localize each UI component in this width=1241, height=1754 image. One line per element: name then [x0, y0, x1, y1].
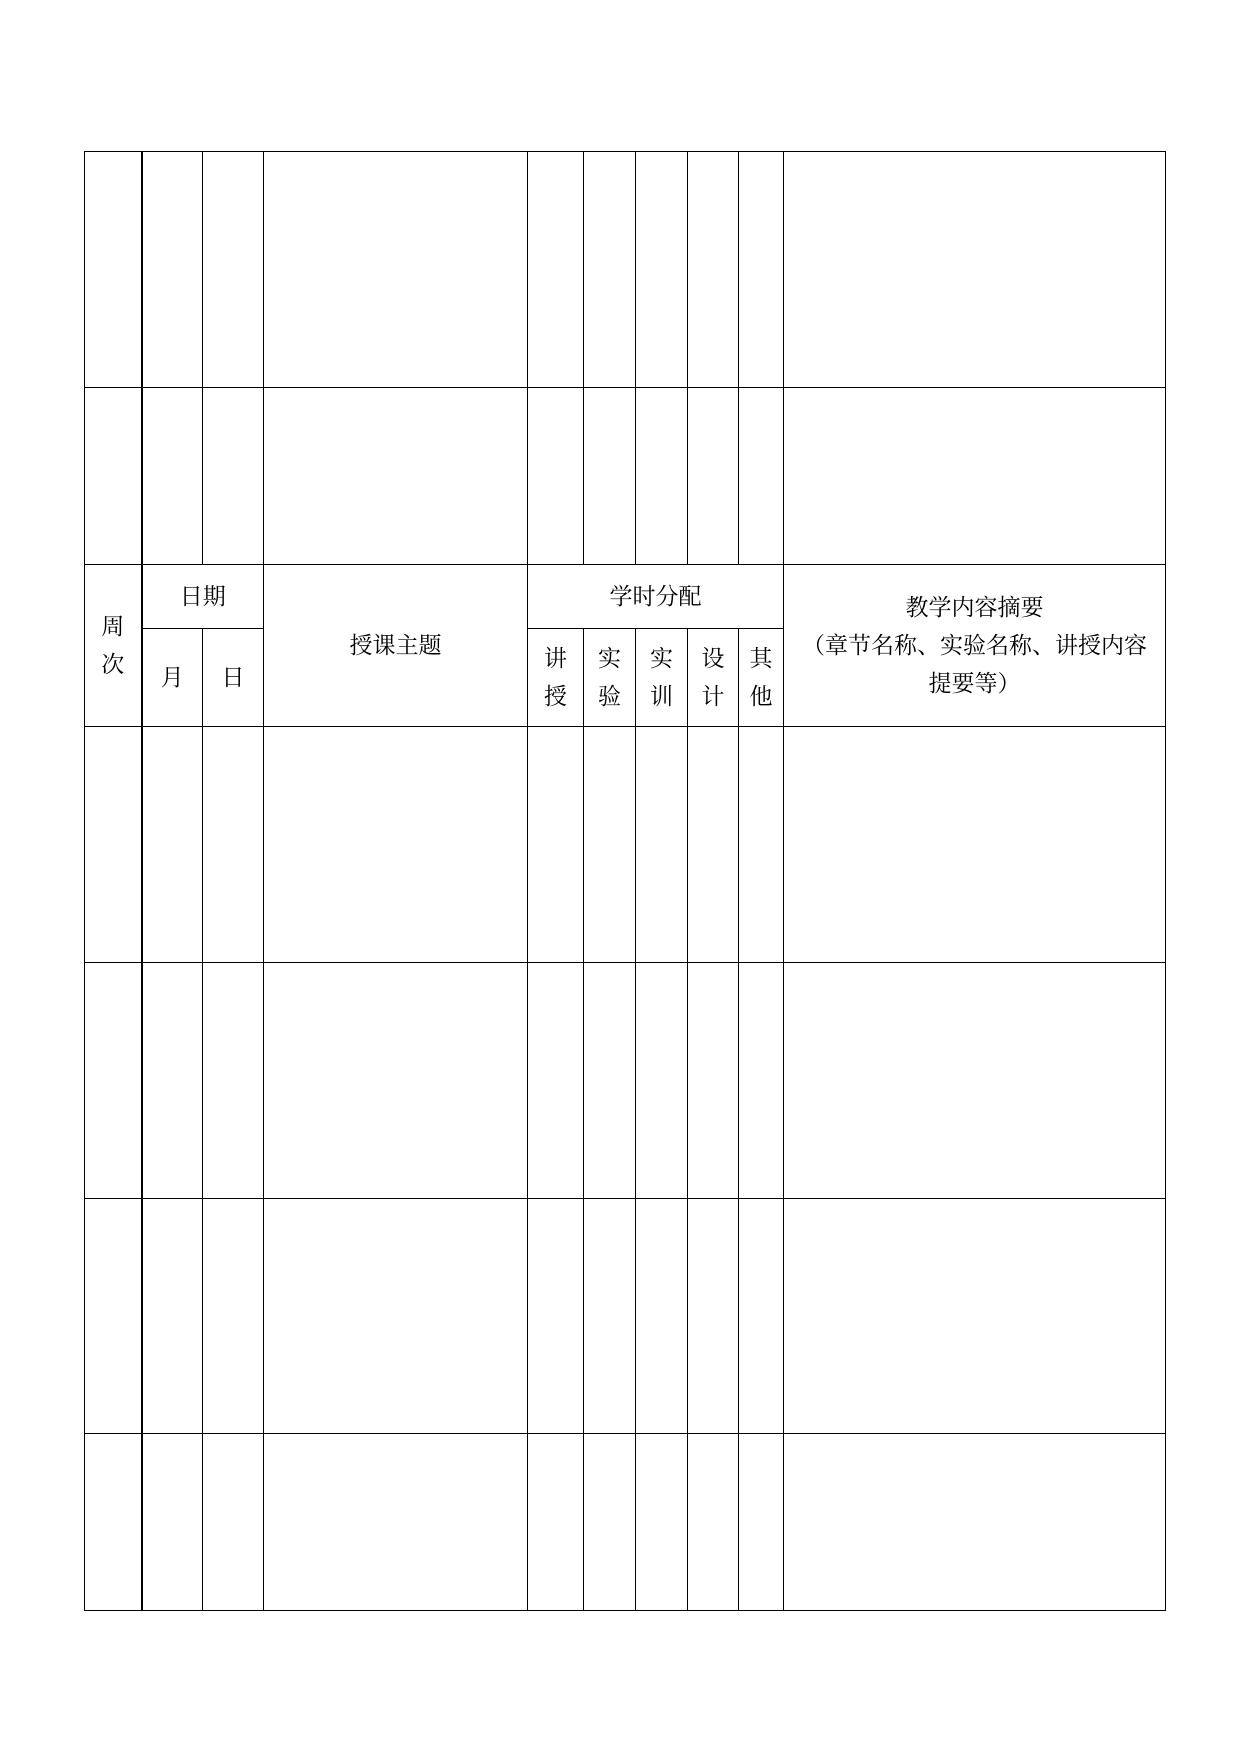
hours-practice-label: 实训 — [650, 645, 673, 710]
table-row — [85, 152, 1166, 388]
hours-lecture-cell — [528, 1199, 584, 1434]
topic-header: 授课主题 — [264, 565, 528, 727]
month-cell — [142, 1434, 203, 1611]
hours-practice-cell — [636, 152, 688, 388]
hours-design-cell — [688, 152, 739, 388]
summary-cell — [784, 1434, 1166, 1611]
hours-other-cell — [739, 388, 784, 565]
month-header: 月 — [142, 629, 203, 727]
week-cell — [85, 152, 142, 388]
hours-design-cell — [688, 388, 739, 565]
hours-experiment-cell — [584, 1199, 636, 1434]
month-cell — [142, 388, 203, 565]
day-cell — [203, 963, 264, 1199]
hours-lecture-cell — [528, 727, 584, 963]
week-cell — [85, 388, 142, 565]
hours-design-cell — [688, 1434, 739, 1611]
hours-lecture-cell — [528, 388, 584, 565]
topic-cell — [264, 1199, 528, 1434]
hours-other-cell — [739, 1434, 784, 1611]
topic-cell — [264, 963, 528, 1199]
week-header-label: 周次 — [101, 613, 125, 678]
day-cell — [203, 388, 264, 565]
summary-title: 教学内容摘要 — [905, 594, 1044, 621]
teaching-schedule-table — [84, 151, 1166, 1611]
table-row — [85, 388, 1166, 565]
hours-lecture-label: 讲授 — [544, 645, 567, 710]
hours-design-cell — [688, 727, 739, 963]
hours-lecture-header — [528, 629, 584, 727]
hours-other-cell — [739, 1199, 784, 1434]
summary-header — [784, 565, 1166, 727]
week-cell — [85, 1434, 142, 1611]
day-cell — [203, 1199, 264, 1434]
summary-note: （章节名称、实验名称、讲授内容提要等） — [802, 632, 1147, 697]
hours-experiment-cell — [584, 1434, 636, 1611]
day-header: 日 — [203, 629, 264, 727]
summary-cell — [784, 152, 1166, 388]
summary-cell — [784, 963, 1166, 1199]
header-row-top — [85, 565, 1166, 629]
hours-experiment-cell — [584, 963, 636, 1199]
hours-experiment-cell — [584, 152, 636, 388]
hours-practice-cell — [636, 388, 688, 565]
hours-design-cell — [688, 963, 739, 1199]
hours-practice-cell — [636, 963, 688, 1199]
day-cell — [203, 152, 264, 388]
table-row — [85, 963, 1166, 1199]
hours-practice-cell — [636, 1199, 688, 1434]
hours-design-cell — [688, 1199, 739, 1434]
table-row — [85, 727, 1166, 963]
hours-other-cell — [739, 963, 784, 1199]
hours-other-label: 其他 — [749, 645, 773, 710]
month-cell — [142, 963, 203, 1199]
hours-other-header — [739, 629, 784, 727]
hours-other-cell — [739, 152, 784, 388]
hours-design-label: 设计 — [701, 645, 725, 710]
topic-cell — [264, 388, 528, 565]
week-cell — [85, 1199, 142, 1434]
week-header — [85, 565, 142, 727]
hours-experiment-cell — [584, 388, 636, 565]
day-cell — [203, 1434, 264, 1611]
topic-cell — [264, 1434, 528, 1611]
hours-practice-cell — [636, 1434, 688, 1611]
hours-practice-cell — [636, 727, 688, 963]
week-cell — [85, 727, 142, 963]
summary-cell — [784, 1199, 1166, 1434]
summary-cell — [784, 388, 1166, 565]
month-cell — [142, 1199, 203, 1434]
hours-lecture-cell — [528, 963, 584, 1199]
hours-experiment-header — [584, 629, 636, 727]
hours-practice-header — [636, 629, 688, 727]
hours-experiment-label: 实验 — [598, 645, 621, 710]
hours-lecture-cell — [528, 152, 584, 388]
hours-design-header — [688, 629, 739, 727]
hours-header: 学时分配 — [528, 565, 784, 629]
month-cell — [142, 727, 203, 963]
topic-cell — [264, 152, 528, 388]
hours-other-cell — [739, 727, 784, 963]
week-cell — [85, 963, 142, 1199]
hours-lecture-cell — [528, 1434, 584, 1611]
month-cell — [142, 152, 203, 388]
table-row — [85, 1199, 1166, 1434]
date-header: 日期 — [142, 565, 264, 629]
topic-cell — [264, 727, 528, 963]
summary-cell — [784, 727, 1166, 963]
hours-experiment-cell — [584, 727, 636, 963]
table-row — [85, 1434, 1166, 1611]
day-cell — [203, 727, 264, 963]
